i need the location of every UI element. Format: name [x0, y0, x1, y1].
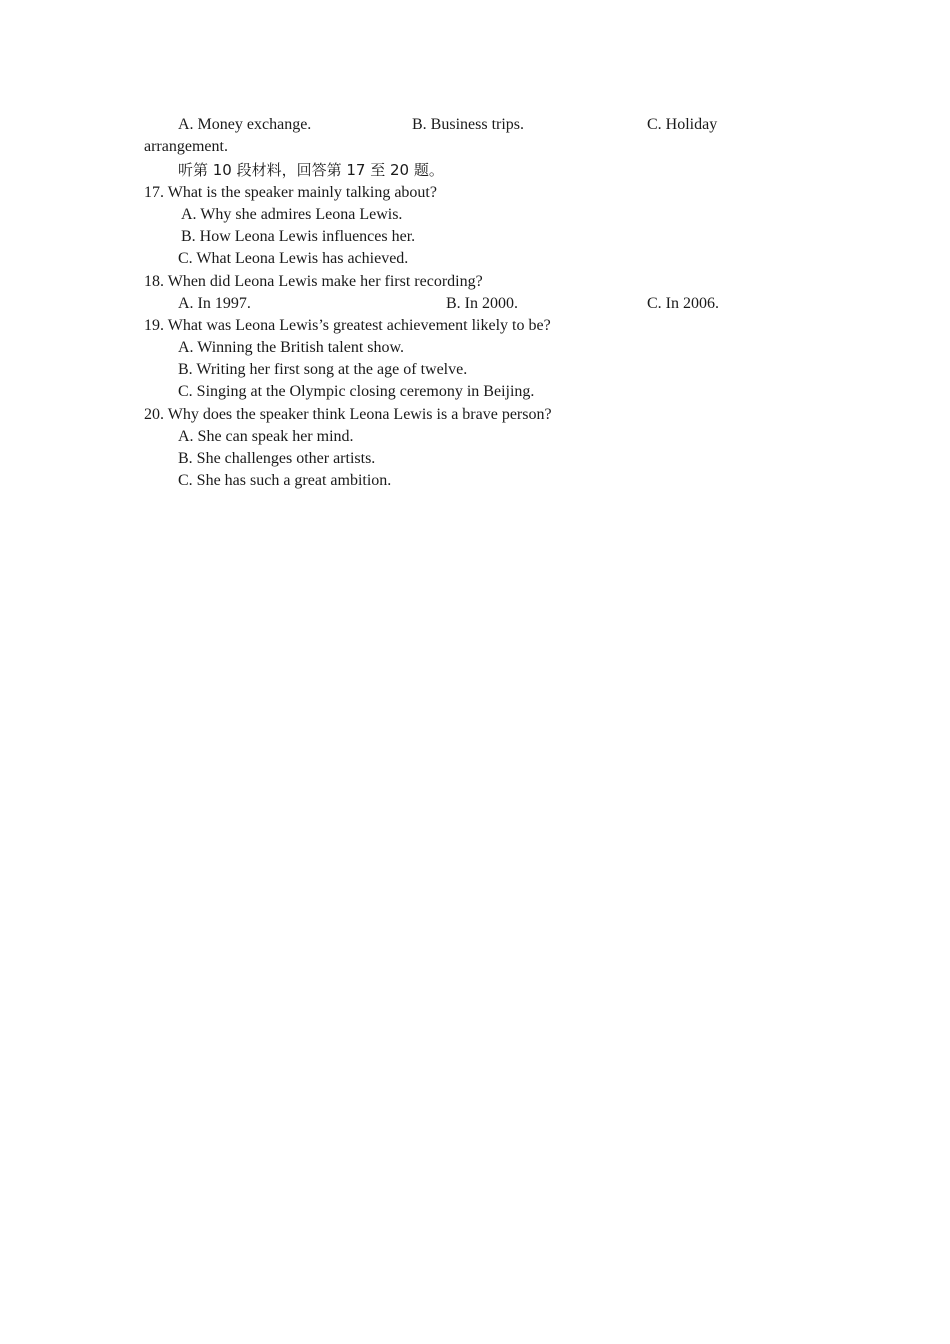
- q17-option-a: A. Why she admires Leona Lewis.: [181, 206, 403, 223]
- q16-option-c-continued: arrangement.: [144, 138, 228, 155]
- q19-option-c: C. Singing at the Olympic closing ceremony in Beijing.: [178, 383, 535, 400]
- q19-stem: 19. What was Leona Lewis’s greatest achievement likely to be?: [144, 317, 551, 334]
- q20-stem: 20. Why does the speaker think Leona Lewis is a brave person?: [144, 406, 552, 423]
- q16-option-a: A. Money exchange.: [178, 116, 312, 133]
- q20-option-c: C. She has such a great ambition.: [178, 472, 392, 489]
- q18-stem: 18. When did Leona Lewis make her first recording?: [144, 273, 483, 290]
- q17-option-c: C. What Leona Lewis has achieved.: [178, 250, 409, 267]
- q17-stem: 17. What is the speaker mainly talking about?: [144, 184, 437, 201]
- section-10-instruction: 听第 10 段材料，回答第 17 至 20 题。: [178, 161, 444, 179]
- q16-option-c: C. Holiday: [647, 116, 718, 133]
- q19-option-b: B. Writing her first song at the age of twelve.: [178, 361, 468, 378]
- q18-option-c: C. In 2006.: [647, 295, 719, 312]
- q17-option-b: B. How Leona Lewis influences her.: [181, 228, 416, 245]
- q20-option-a: A. She can speak her mind.: [178, 428, 354, 445]
- q18-option-a: A. In 1997.: [178, 295, 251, 312]
- q18-option-b: B. In 2000.: [446, 295, 518, 312]
- q20-option-b: B. She challenges other artists.: [178, 450, 376, 467]
- q16-option-b: B. Business trips.: [412, 116, 525, 133]
- q19-option-a: A. Winning the British talent show.: [178, 339, 405, 356]
